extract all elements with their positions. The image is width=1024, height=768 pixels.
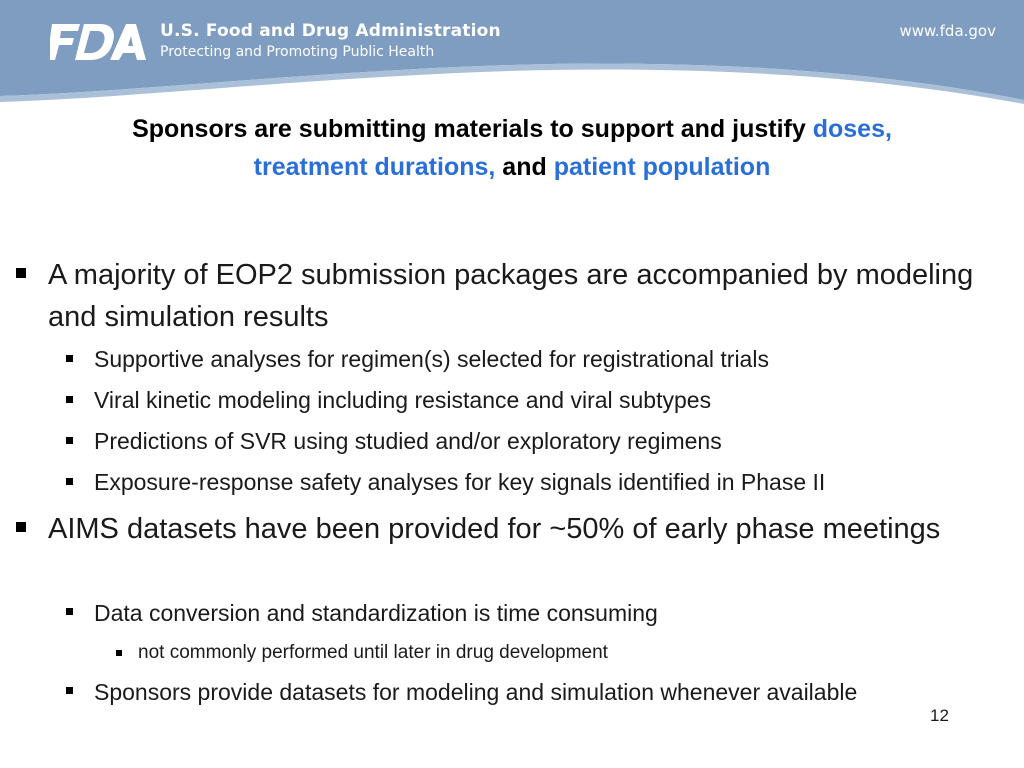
title-highlight-durations: treatment durations, (253, 153, 496, 181)
bullet-marker (66, 478, 73, 485)
fda-logo (50, 20, 150, 64)
header-band (0, 0, 1024, 110)
bullet-marker (16, 268, 26, 278)
title-text: Sponsors are submitting materials to support and justify (132, 115, 813, 143)
title-highlight-doses: doses, (812, 115, 892, 143)
list-item: Viral kinetic modeling including resistance and viral subtypes (94, 387, 712, 413)
agency-name: U.S. Food and Drug Administration (160, 21, 501, 41)
bullet-marker (66, 608, 73, 615)
fda-logo-icon (50, 20, 150, 64)
list-item: Predictions of SVR using studied and/or exploratory regimens (94, 428, 722, 454)
page-number: 12 (930, 706, 949, 725)
list-item: Exposure-response safety analyses for key signals identified in Phase II (94, 469, 826, 495)
list-item: A majority of EOP2 submission packages are accompanied by modeling and simulation results (48, 259, 974, 333)
site-url: www.fda.gov (899, 22, 996, 40)
list-item: not commonly performed until later in drug development (138, 642, 608, 663)
bullet-marker (116, 650, 122, 656)
list-item: Data conversion and standardization is time consuming (94, 600, 658, 626)
header-wave (0, 0, 1024, 110)
list-item: AIMS datasets have been provided for ~50% of early phase meetings (48, 513, 941, 545)
agency-tagline: Protecting and Promoting Public Health (160, 44, 435, 60)
list-item: Supportive analyses for regimen(s) selected for registrational trials (94, 346, 769, 372)
bullet-marker (66, 396, 73, 403)
bullet-marker (66, 355, 73, 362)
list-item: Sponsors provide datasets for modeling and simulation whenever available (94, 679, 858, 705)
agency-block (160, 20, 501, 62)
title-and: and (502, 153, 547, 181)
bullet-marker (66, 687, 73, 694)
slide-title (20, 110, 1004, 186)
bullet-marker (16, 522, 26, 532)
bullet-marker (66, 437, 73, 444)
title-highlight-population: patient population (553, 153, 771, 181)
